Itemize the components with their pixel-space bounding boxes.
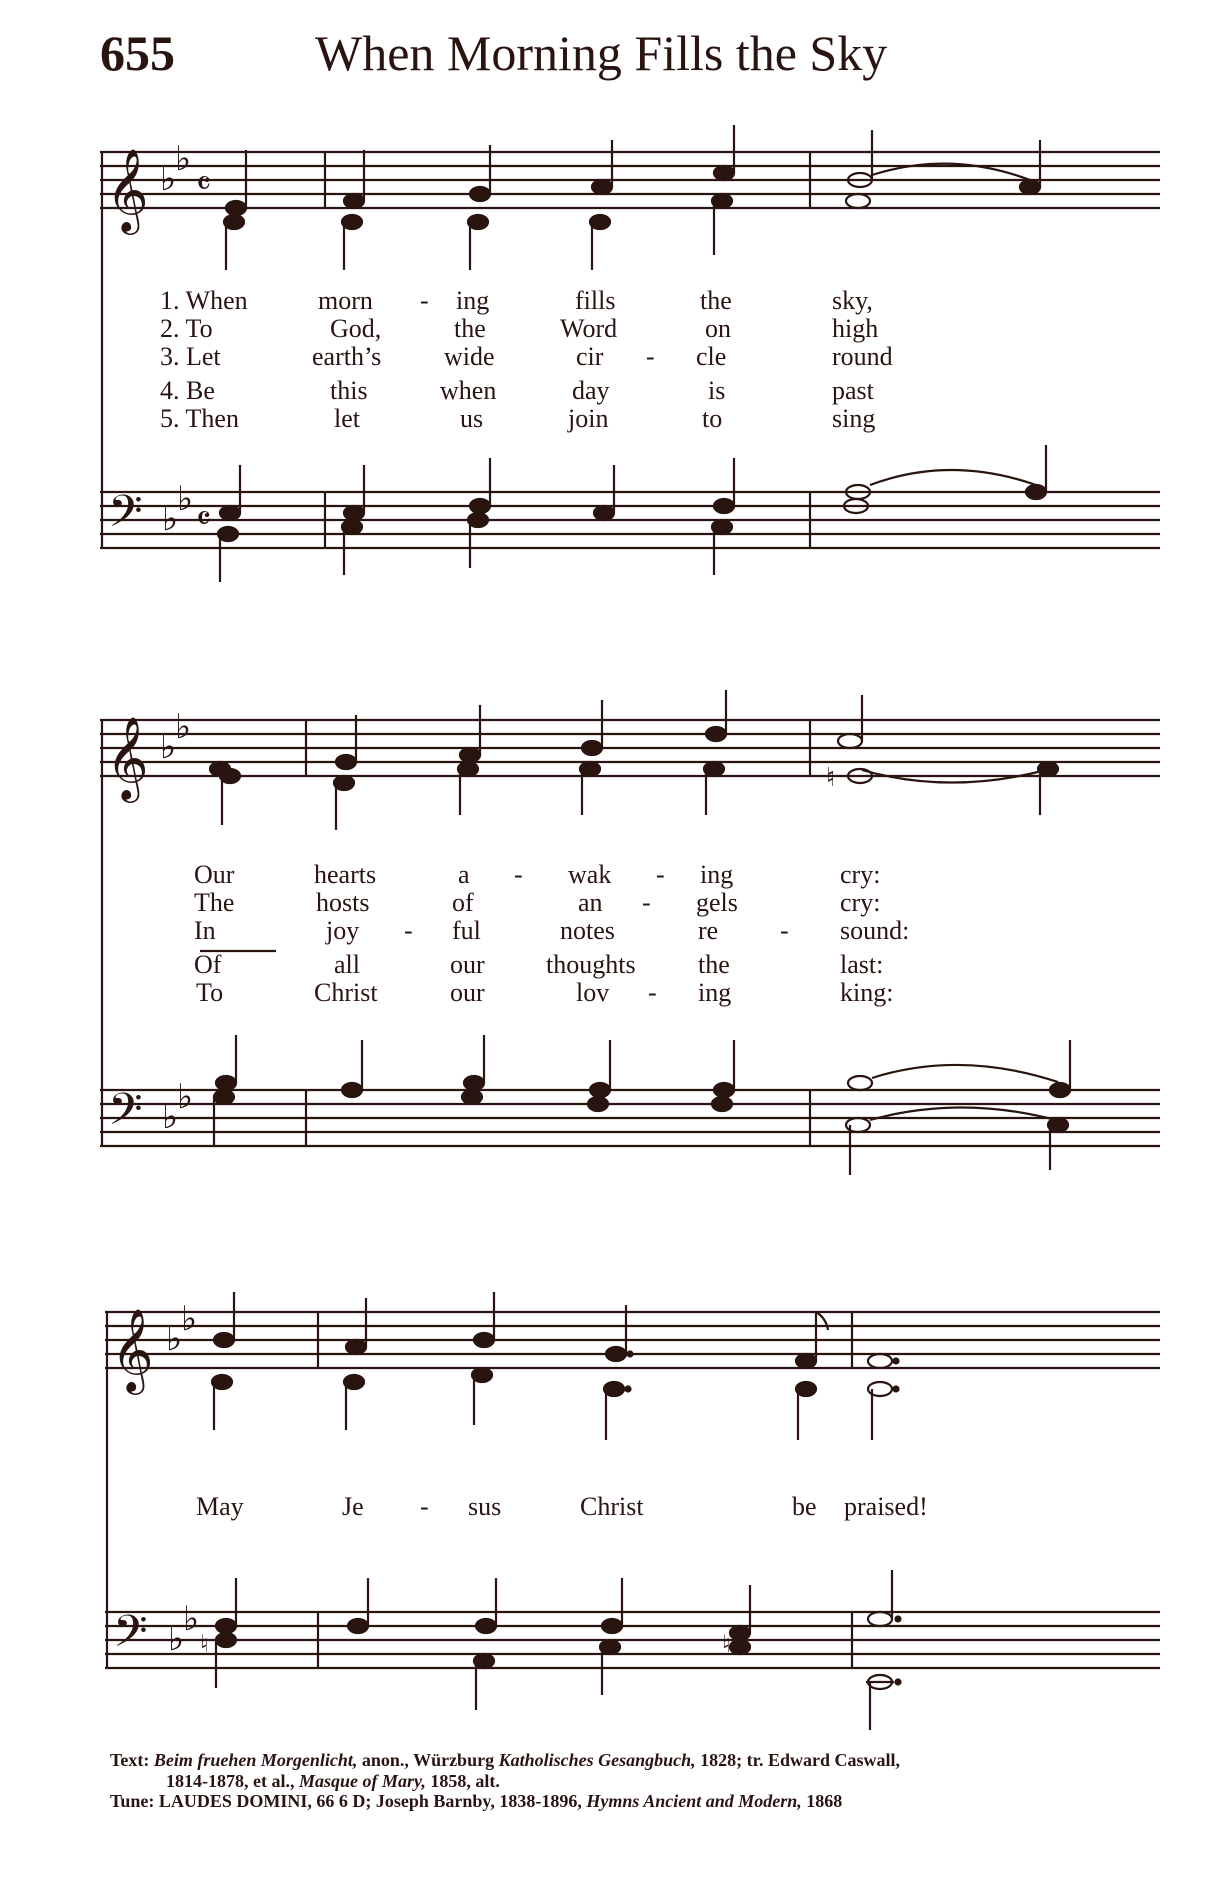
credit-tune-part2: 1868 (806, 1791, 843, 1812)
svg-text:♭: ♭ (160, 727, 177, 767)
hymn-number: 655 (100, 25, 175, 81)
svg-text:♭: ♭ (183, 1599, 200, 1639)
lyric-1-2: morn (318, 286, 373, 315)
svg-text:♮: ♮ (200, 1630, 209, 1658)
lyric-5-4: join (568, 404, 609, 433)
credit-tune-italic: Hymns Ancient and Modern, (586, 1791, 802, 1812)
svg-text:♭: ♭ (181, 1299, 198, 1339)
svg-text:𝄞: 𝄞 (106, 147, 149, 231)
credit-tune-part1: LAUDES DOMINI, 66 6 D; Joseph Barnby, 1838-1896, (158, 1791, 582, 1812)
lyric-s2-2-2: hosts (316, 888, 370, 917)
lyric-s2-5-4: lov (576, 978, 610, 1007)
credit-text-part3: 1828; tr. Edward Caswall, (700, 1750, 900, 1770)
lyric-4-5: is (708, 376, 726, 405)
svg-text:♮: ♮ (826, 763, 836, 793)
lyric-s2-4-4: thoughts (546, 950, 636, 979)
lyric-s3-2: Je (342, 1492, 364, 1521)
lyric-1-4: ing (456, 286, 490, 315)
lyric-s2-2-4: an (578, 888, 603, 917)
lyric-5-6: sing (832, 404, 876, 433)
svg-text:𝄢: 𝄢 (108, 485, 143, 548)
lyric-3-1: 3. Let (160, 342, 221, 371)
credit-line2-italic: Masque of Mary, (298, 1770, 426, 1791)
credit-text-line (110, 1750, 1210, 1771)
lyric-s2-3-4: ful (452, 916, 481, 945)
lyric-3-4: cir (576, 342, 604, 371)
lyric-s3-7: praised! (844, 1492, 928, 1521)
lyric-s2-2-6: gels (696, 888, 738, 917)
lyric-s2-3-1: In (194, 916, 216, 945)
lyric-s3-5: Christ (580, 1492, 644, 1521)
lyric-s3-6: be (792, 1492, 817, 1521)
svg-text:𝄴: 𝄴 (196, 164, 212, 204)
lyric-1-6: the (700, 286, 732, 315)
lyric-s2-4-3: our (450, 950, 485, 979)
hymn-credits (110, 1750, 1210, 1812)
svg-text:𝄞: 𝄞 (106, 715, 149, 799)
lyric-s2-4-2: all (334, 950, 360, 979)
lyric-5-2: let (334, 404, 360, 433)
lyric-3-3: wide (444, 342, 495, 371)
lyric-4-3: when (440, 376, 497, 405)
lyric-3-2: earth’s (312, 342, 382, 371)
lyric-5-1: 5. Then (160, 404, 239, 433)
svg-text:♭: ♭ (162, 499, 179, 539)
svg-text:♭: ♭ (177, 1077, 194, 1117)
lyric-1-7: sky, (832, 286, 873, 315)
lyric-s2-5-6: ing (698, 978, 732, 1007)
lyric-s2-1-5: wak (568, 860, 612, 889)
lyric-s2-5-5: - (648, 978, 657, 1007)
lyric-3-5: - (646, 342, 655, 371)
lyric-3-7: round (832, 342, 893, 371)
svg-text:♭: ♭ (160, 159, 177, 199)
svg-text:♭: ♭ (177, 479, 194, 519)
lyric-s2-5-7: king: (840, 978, 894, 1007)
lyric-s2-3-2: joy (326, 916, 360, 945)
svg-text:𝄢: 𝄢 (108, 1083, 143, 1146)
lyric-s2-5-2: Christ (314, 978, 378, 1007)
lyric-s2-5-1: To (196, 978, 224, 1007)
svg-text:♭: ♭ (168, 1619, 185, 1659)
credit-text-part2: anon., Würzburg (361, 1750, 495, 1770)
lyric-s2-1-6: - (656, 860, 665, 889)
lyric-4-6: past (832, 376, 874, 405)
lyric-s2-2-7: cry: (840, 888, 881, 917)
lyric-5-3: us (460, 404, 484, 433)
credit-text-book: Katholisches Gesangbuch, (498, 1750, 696, 1770)
lyric-s2-4-1: Of (194, 950, 222, 979)
lyric-s2-3-5: notes (560, 916, 615, 945)
lyric-s2-1-4: - (514, 860, 523, 889)
lyric-3-6: cle (696, 342, 727, 371)
svg-text:♭: ♭ (175, 707, 192, 747)
lyric-2-1: 2. To (160, 314, 213, 343)
credit-text-line-2 (110, 1771, 1210, 1792)
credit-tune-label: Tune: (110, 1791, 155, 1812)
lyric-4-4: day (572, 376, 610, 405)
lyric-s3-1: May (196, 1492, 244, 1521)
lyric-s2-3-7: - (780, 916, 789, 945)
lyric-4-2: this (330, 376, 368, 405)
lyric-1-5: fills (575, 286, 616, 315)
lyric-s2-4-5: the (698, 950, 730, 979)
lyric-s2-3-8: sound: (840, 916, 910, 945)
hymn-title: When Morning Fills the Sky (315, 25, 888, 81)
lyric-2-6: high (832, 314, 879, 343)
lyric-s2-2-3: of (452, 888, 474, 917)
svg-text:𝄞: 𝄞 (111, 1307, 154, 1391)
lyric-5-5: to (702, 404, 723, 433)
credit-line2-b: 1858, alt. (430, 1770, 500, 1791)
svg-text:♭: ♭ (166, 1319, 183, 1359)
lyric-4-1: 4. Be (160, 376, 215, 405)
lyric-s2-2-1: The (194, 888, 235, 917)
lyric-2-4: Word (560, 314, 618, 343)
lyric-s2-4-6: last: (840, 950, 884, 979)
svg-text:♭: ♭ (175, 139, 192, 179)
lyric-1-1: 1. When (160, 286, 248, 315)
lyric-s3-4: sus (468, 1492, 502, 1521)
credit-tune-line (110, 1791, 1210, 1812)
svg-text:𝄢: 𝄢 (113, 1605, 148, 1668)
lyric-2-3: the (454, 314, 486, 343)
lyric-s2-1-3: a (458, 860, 470, 889)
svg-text:♭: ♭ (162, 1097, 179, 1137)
lyric-1-3: - (420, 286, 429, 315)
lyric-s2-1-2: hearts (314, 860, 377, 889)
credit-text-source: Beim fruehen Morgenlicht, (153, 1750, 358, 1770)
lyric-s2-2-5: - (642, 888, 651, 917)
lyric-2-2: God, (330, 314, 382, 343)
svg-text:♮: ♮ (722, 1630, 731, 1658)
lyric-s2-3-3: - (404, 916, 413, 945)
lyric-s2-1-7: ing (700, 860, 734, 889)
lyric-s3-3: - (420, 1492, 429, 1521)
lyric-s2-3-6: re (698, 916, 719, 945)
credit-text-label: Text: (110, 1750, 150, 1770)
lyric-s2-1-1: Our (194, 860, 235, 889)
lyric-s2-1-8: cry: (840, 860, 881, 889)
lyric-s2-5-3: our (450, 978, 485, 1007)
lyric-2-5: on (705, 314, 731, 343)
credit-line2-a: 1814-1878, et al., (166, 1770, 295, 1791)
svg-text:𝄴: 𝄴 (196, 499, 212, 539)
